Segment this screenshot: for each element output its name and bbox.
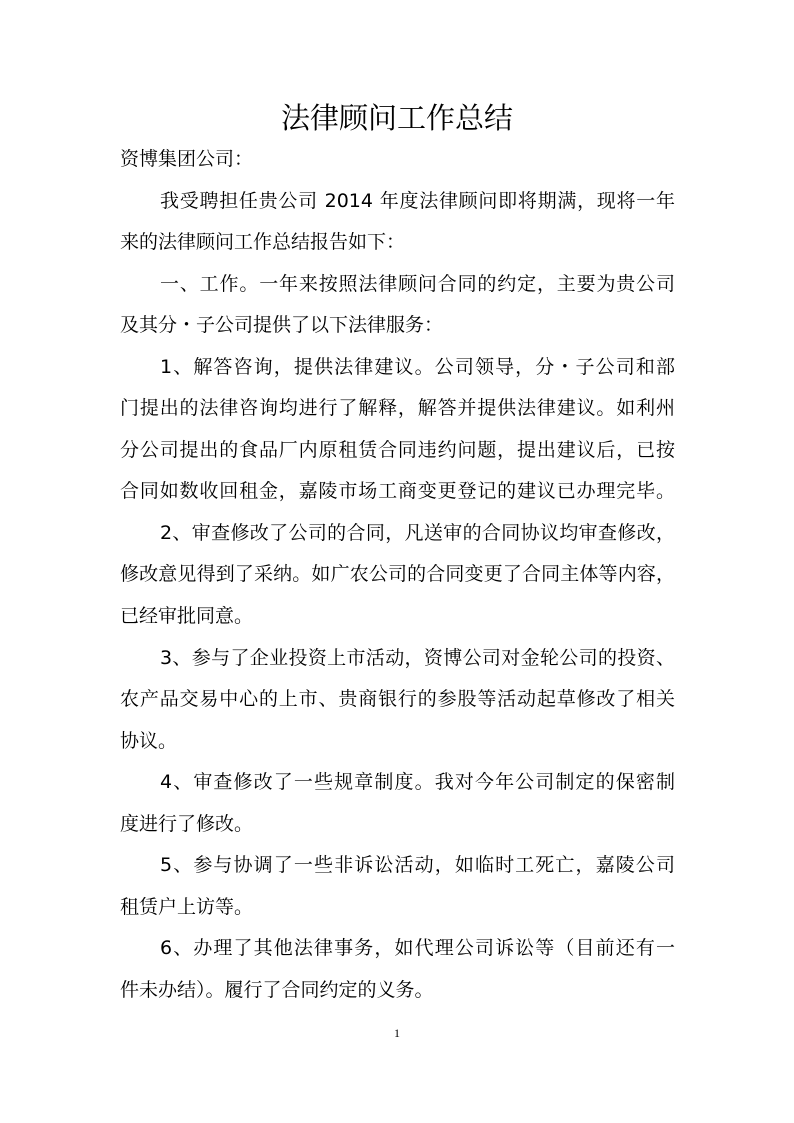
paragraph-item-6	[120, 928, 675, 1011]
paragraph-line: 分公司提出的食品厂内原租赁合同违约问题，提出建议后，已按	[120, 438, 675, 461]
paragraph-line: 合同如数收回租金，嘉陵市场工商变更登记的建议已办理完毕。	[120, 480, 675, 503]
paragraph-line: 及其分・子公司提供了以下法律服务：	[120, 314, 444, 337]
paragraph-line: 门提出的法律咨询均进行了解释，解答并提供法律建议。如利州	[120, 397, 675, 420]
paragraph-line: 农产品交易中心的上市、贵商银行的参股等活动起草修改了相关	[120, 688, 675, 711]
paragraph-line: 一、工作。一年来按照法律顾问合同的约定，主要为贵公司	[160, 272, 675, 295]
paragraph-line: 我受聘担任贵公司 2014 年度法律顾问即将期满，现将一年	[160, 189, 675, 212]
paragraph-line: 4、审查修改了一些规章制度。我对今年公司制定的保密制	[160, 771, 675, 794]
salutation: 资博集团公司：	[120, 148, 254, 170]
paragraph-line: 5、参与协调了一些非诉讼活动，如临时工死亡，嘉陵公司	[160, 854, 675, 877]
paragraph-line: 协议。	[120, 729, 178, 752]
paragraph-line: 1、解答咨询，提供法律建议。公司领导，分・子公司和部	[160, 355, 675, 378]
paragraph-line: 6、办理了其他法律事务，如代理公司诉讼等（目前还有一	[160, 937, 675, 960]
paragraph-item-5	[120, 845, 675, 928]
paragraph-item-3	[120, 638, 675, 763]
paragraph-line: 2、审查修改了公司的合同，凡送审的合同协议均审查修改，	[160, 521, 675, 544]
paragraph-line: 度进行了修改。	[120, 812, 254, 835]
paragraph-work-overview	[120, 264, 675, 347]
page-number: 1	[394, 1026, 400, 1040]
paragraph-line: 修改意见得到了采纳。如广农公司的合同变更了合同主体等内容，	[120, 563, 675, 586]
paragraph-line: 件未办结）。履行了合同约定的义务。	[120, 978, 434, 1001]
paragraph-item-2	[120, 513, 675, 638]
paragraph-intro	[120, 181, 675, 264]
document-body	[120, 139, 675, 1011]
document-title: 法律顾问工作总结	[280, 101, 513, 135]
paragraph-item-4	[120, 762, 675, 845]
paragraph-item-1	[120, 347, 675, 513]
paragraph-line: 租赁户上访等。	[120, 895, 254, 918]
paragraph-line: 3、参与了企业投资上市活动，资博公司对金轮公司的投资、	[160, 646, 675, 669]
paragraph-line: 已经审批同意。	[120, 605, 254, 628]
paragraph-line: 来的法律顾问工作总结报告如下：	[120, 231, 406, 254]
